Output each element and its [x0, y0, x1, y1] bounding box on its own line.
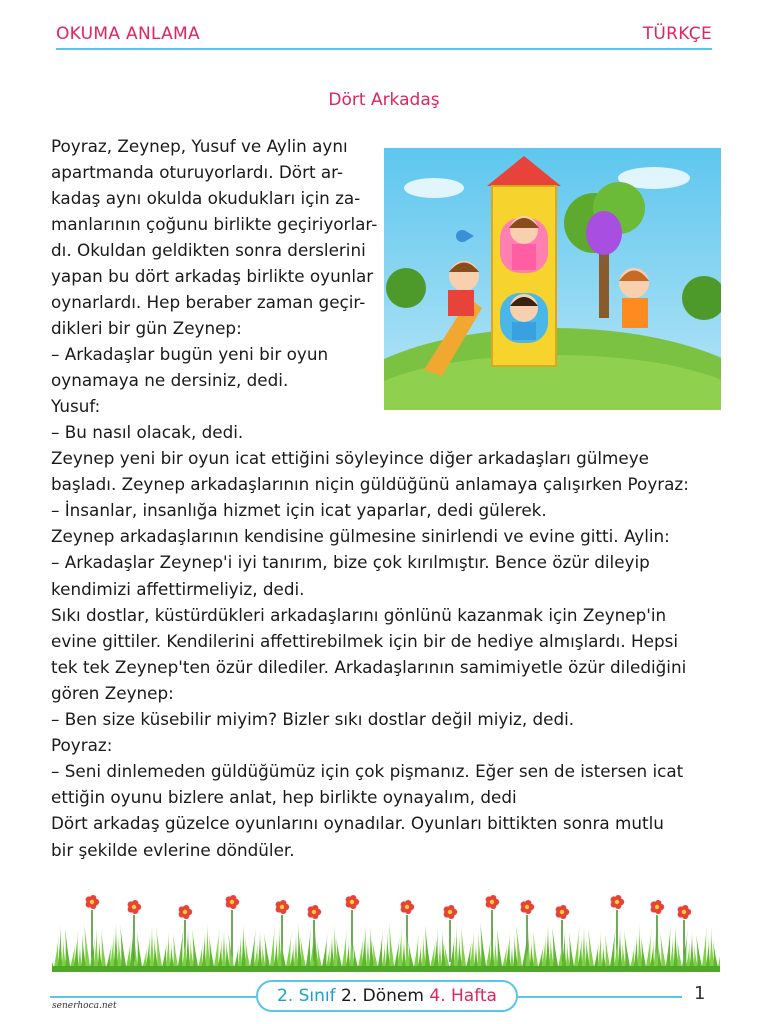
text-line: yapan bu dört arkadaş birlikte oyunlar: [51, 266, 374, 286]
text-line: oynarlardı. Hep beraber zaman geçir-: [51, 292, 366, 312]
story-text-column: [51, 133, 391, 419]
page-number: 1: [694, 983, 706, 1004]
footer-term: 2. Dönem: [341, 986, 424, 1006]
header-divider: [56, 48, 712, 50]
footer-rule-right: [518, 996, 682, 998]
footer-grade: 2. Sınıf: [277, 986, 336, 1006]
text-line: Zeynep yeni bir oyun icat ettiğini söyleyince diğer arkadaşları gülmeye: [51, 448, 649, 469]
text-line: manlarının çoğunu birlikte geçiriyorlar-: [51, 214, 378, 234]
text-line: ettiğin oyunu bizlere anlat, hep birlikte oynayalım, dedi: [51, 787, 517, 808]
footer-week: 4. Hafta: [429, 986, 497, 1006]
text-line: Zeynep arkadaşlarının kendisine gülmesine sinirlendi ve evine gitti. Aylin:: [51, 526, 670, 547]
text-line: – Bu nasıl olacak, dedi.: [51, 422, 244, 442]
text-line: – Seni dinlemeden güldüğümüz için çok pişmanız. Eğer sen de istersen icat: [51, 761, 684, 782]
text-line: Yusuf:: [51, 396, 101, 416]
text-line: dı. Okuldan geldikten sonra derslerini: [51, 240, 366, 260]
text-line: Sıkı dostlar, küstürdükleri arkadaşlarını gönlünü kazanmak için Zeynep'in: [51, 604, 667, 625]
header-subject-right: TÜRKÇE: [642, 24, 712, 44]
footer-grade-badge: [256, 980, 518, 1012]
text-line: – Ben size küsebilir miyim? Bizler sıkı dostlar değil miyiz, dedi.: [51, 709, 575, 730]
text-line: başladı. Zeynep arkadaşlarının niçin güldüğünü anlamaya çalışırken Poyraz:: [51, 474, 689, 495]
text-line: – Arkadaşlar Zeynep'i iyi tanırım, bize çok kırılmıştır. Bence özür dileyip: [51, 552, 650, 573]
text-line: Poyraz:: [51, 735, 113, 756]
text-line: kadaş aynı okulda okudukları için za-: [51, 188, 361, 208]
text-line: bir şekilde evlerine döndüler.: [51, 839, 295, 860]
story-title: Dört Arkadaş: [328, 90, 440, 110]
text-line: oynamaya ne dersiniz, dedi.: [51, 370, 289, 390]
text-line: tek tek Zeynep'ten özür dilediler. Arkadaşlarının samimiyetle özür dilediğini: [51, 656, 687, 677]
children-playground-illustration: [384, 148, 721, 410]
footer-rule-left: [50, 996, 256, 998]
text-line: apartmanda oturuyorlardı. Dört ar-: [51, 162, 344, 182]
site-credit: senerhoca.net: [52, 1001, 117, 1011]
text-line: – İnsanlar, insanlığa hizmet için icat yaparlar, dedi gülerek.: [51, 500, 547, 521]
text-line: evine gittiler. Kendilerini affettirebilmek için bir de hediye almışlardı. Hepsi: [51, 630, 679, 651]
story-text-full: [51, 419, 721, 863]
text-line: Poyraz, Zeynep, Yusuf ve Aylin aynı: [51, 136, 348, 156]
text-line: – Arkadaşlar bugün yeni bir oyun: [51, 344, 329, 364]
text-line: Dört arkadaş güzelce oyunlarını oynadılar. Oyunları bittikten sonra mutlu: [51, 813, 664, 834]
page-header: [56, 22, 712, 52]
text-line: gören Zeynep:: [51, 682, 174, 703]
header-subject-left: OKUMA ANLAMA: [56, 24, 200, 44]
text-line: dikleri bir gün Zeynep:: [51, 318, 242, 338]
text-line: kendimizi affettirmeliyiz, dedi.: [51, 578, 305, 599]
grass-flowers-border: [52, 892, 720, 972]
